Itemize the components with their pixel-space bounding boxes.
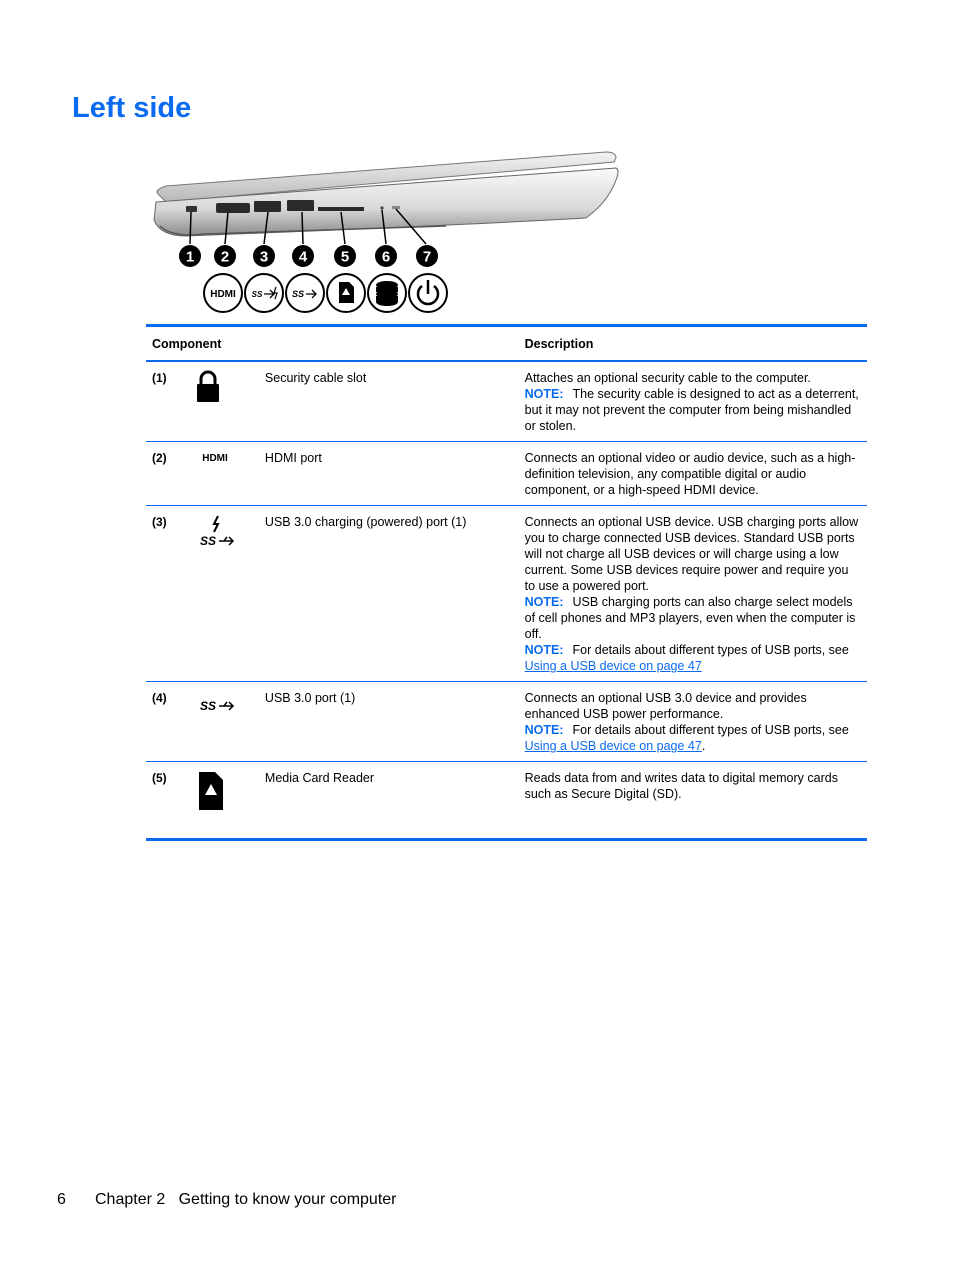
note-text: The security cable is designed to act as a deterrent, but it may not prevent the computer from being mishandled or stolen. bbox=[524, 387, 859, 433]
component-description: Connects an optional video or audio device, such as a high-definition television, any compatible digital or audio component, or a high-speed HDMI device. bbox=[524, 451, 856, 497]
row-number: (5) bbox=[146, 762, 189, 840]
svg-text:HDMI: HDMI bbox=[202, 453, 229, 464]
row-number: (3) bbox=[146, 506, 189, 682]
table-row bbox=[146, 506, 867, 682]
footer-chapter: Chapter 2 bbox=[95, 1191, 166, 1208]
component-header: Component bbox=[146, 326, 519, 362]
svg-text:4: 4 bbox=[298, 248, 308, 266]
hdmi-icon bbox=[195, 450, 235, 464]
row-number: (4) bbox=[146, 682, 189, 762]
svg-text:7: 7 bbox=[422, 248, 432, 266]
svg-text:SS: SS bbox=[291, 289, 305, 299]
usb-device-link[interactable]: Using a USB device on page 47 bbox=[524, 739, 702, 753]
laptop-left-side-illustration bbox=[146, 146, 626, 318]
note-label: NOTE: bbox=[524, 723, 564, 737]
component-table bbox=[146, 324, 867, 841]
component-description: Reads data from and writes data to digital memory cards such as Secure Digital (SD). bbox=[524, 771, 838, 801]
svg-text:1: 1 bbox=[185, 248, 195, 266]
svg-text:6: 6 bbox=[381, 248, 391, 266]
page-title: Left side bbox=[72, 92, 192, 124]
note bbox=[525, 594, 861, 642]
component-name: USB 3.0 charging (powered) port (1) bbox=[259, 506, 519, 682]
component-name: Media Card Reader bbox=[259, 762, 519, 840]
svg-text:HDMI: HDMI bbox=[210, 289, 236, 300]
component-description: Connects an optional USB device. USB charging ports allow you to charge connected USB devices. Standard USB ports will not charge all USB devices or will charge using a low current. Some USB devices require power and require you to use a powered port. bbox=[524, 515, 859, 593]
port-icon-circles bbox=[204, 274, 447, 312]
svg-text:3: 3 bbox=[259, 248, 269, 266]
row-number: (2) bbox=[146, 442, 189, 506]
note-text-after: . bbox=[701, 739, 706, 753]
usb-device-link[interactable]: Using a USB device on page 47 bbox=[524, 659, 702, 673]
table-row bbox=[146, 682, 867, 762]
footer-chapter-title: Getting to know your computer bbox=[178, 1191, 397, 1208]
svg-text:SS: SS bbox=[200, 699, 217, 713]
svg-text:5: 5 bbox=[340, 248, 350, 266]
note bbox=[525, 386, 861, 434]
table-row bbox=[146, 361, 867, 442]
svg-text:SS: SS bbox=[251, 290, 263, 299]
note bbox=[525, 722, 861, 754]
note-label: NOTE: bbox=[524, 387, 564, 401]
description-header: Description bbox=[519, 326, 867, 362]
note-label: NOTE: bbox=[524, 595, 564, 609]
component-name: USB 3.0 port (1) bbox=[259, 682, 519, 762]
lock-icon bbox=[195, 370, 221, 404]
svg-text:SS: SS bbox=[200, 534, 217, 548]
table-row bbox=[146, 762, 867, 840]
usb-charging-icon bbox=[195, 514, 237, 550]
component-name: Security cable slot bbox=[259, 361, 519, 442]
page-number: 6 bbox=[57, 1191, 66, 1208]
page-footer bbox=[57, 1191, 397, 1209]
callout-numbers bbox=[179, 245, 438, 267]
component-description: Attaches an optional security cable to the computer. bbox=[524, 371, 811, 385]
note bbox=[525, 642, 861, 674]
note-text: For details about different types of USB ports, see bbox=[572, 723, 849, 737]
component-name: HDMI port bbox=[259, 442, 519, 506]
svg-text:2: 2 bbox=[220, 248, 230, 266]
table-header-row bbox=[146, 326, 867, 362]
media-card-icon bbox=[195, 770, 227, 812]
note-text: USB charging ports can also charge select models of cell phones and MP3 players, even when the computer is off. bbox=[524, 595, 856, 641]
row-number: (1) bbox=[146, 361, 189, 442]
table-row bbox=[146, 442, 867, 506]
note-text: For details about different types of USB ports, see bbox=[572, 643, 849, 657]
laptop-body bbox=[154, 152, 618, 236]
note-label: NOTE: bbox=[524, 643, 564, 657]
usb-icon bbox=[195, 690, 237, 720]
component-description: Connects an optional USB 3.0 device and provides enhanced USB power performance. bbox=[524, 691, 807, 721]
